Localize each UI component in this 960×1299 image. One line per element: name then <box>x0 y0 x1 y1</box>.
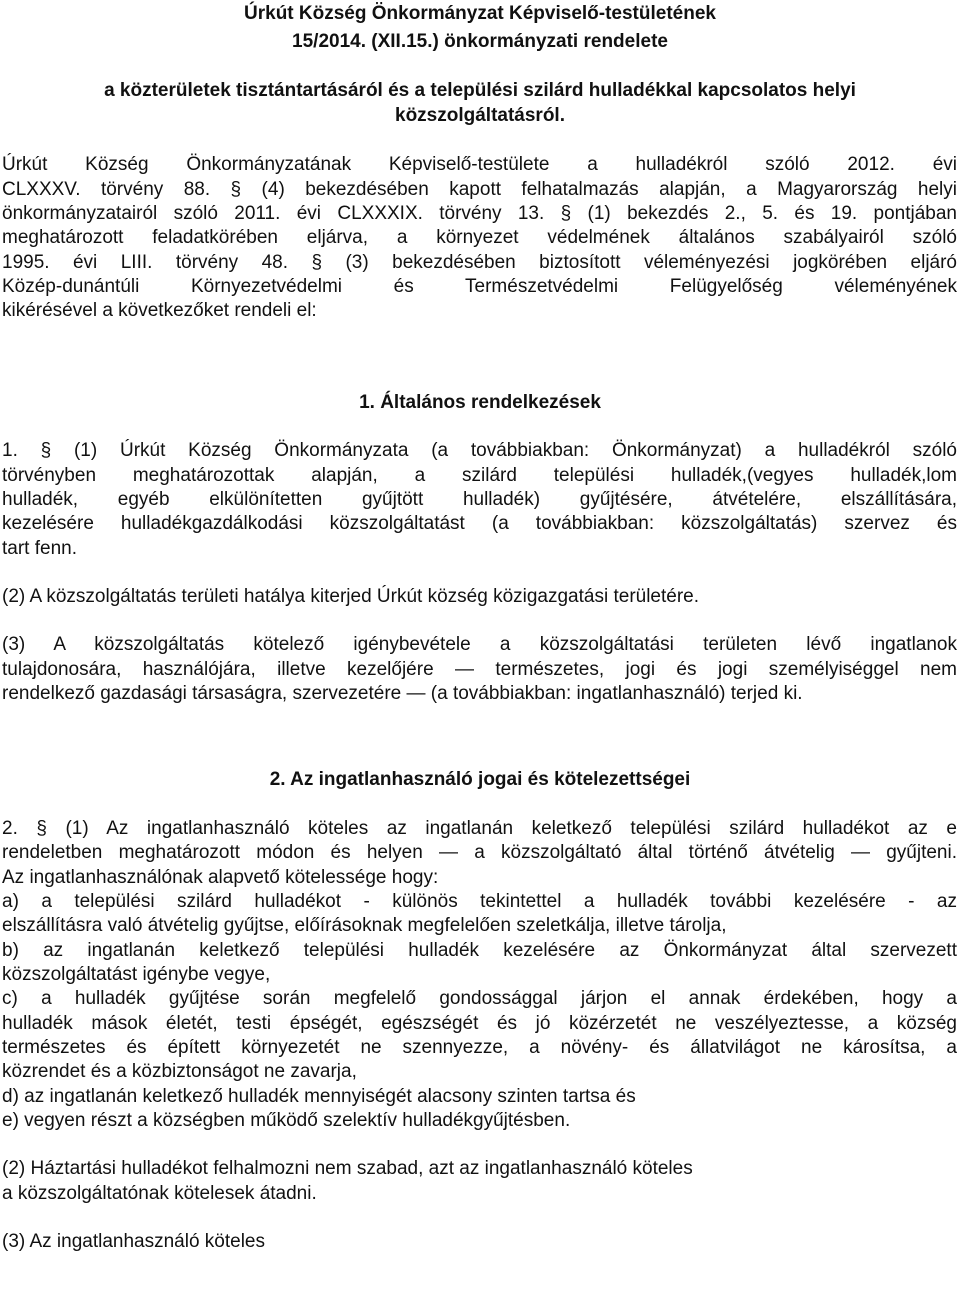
s2-p1-item-c-4: közrendet és a közbiztonságot ne zavarja, <box>2 1061 357 1082</box>
title-line-4: közszolgáltatásról. <box>395 105 565 126</box>
preamble-line-6: Közép-dunántúli Környezetvédelmi és Természetvédelmi Felügyelőség véleményének <box>2 276 957 297</box>
title-line-2: 15/2014. (XII.15.) önkormányzati rendelete <box>292 31 668 52</box>
s1-p1-line-1: 1. § (1) Úrkút Község Önkormányzata (a továbbiakban: Önkormányzat) a hulladékról szóló <box>2 440 957 461</box>
s2-p1-item-c-2: hulladék mások életét, testi épségét, egészségét és jó közérzetét ne veszélyeztesse, a község <box>2 1013 957 1034</box>
s2-p1-line-1: 2. § (1) Az ingatlanhasználó köteles az ingatlanán keletkező települési szilárd hulladékot az e <box>2 818 957 839</box>
s2-p1-item-b-2: közszolgáltatást igénybe vegye, <box>2 964 271 985</box>
s2-p1-item-c-1: c) a hulladék gyűjtése során megfelelő gondossággal járjon el annak érdekében, hogy a <box>2 988 957 1009</box>
s2-p1-item-b-1: b) az ingatlanán keletkező települési hulladék kezelésére az Önkormányzat által szervezett <box>2 940 957 961</box>
s2-p1-item-d: d) az ingatlanán keletkező hulladék mennyiségét alacsony szinten tartsa és <box>2 1086 636 1107</box>
s2-p1-item-e: e) vegyen részt a községben működő szelektív hulladékgyűjtésben. <box>2 1110 571 1131</box>
s1-p1-line-5: tart fenn. <box>2 538 77 559</box>
s2-p1-item-a-2: elszállításra való átvételig gyűjtse, előírásoknak megfelelően szeletkálja, illetve tárolja, <box>2 915 727 936</box>
title-line-1: Úrkút Község Önkormányzat Képviselő-testületének <box>244 3 716 24</box>
s2-p1-item-a-1: a) a települési szilárd hulladékot - különös tekintettel a hulladék további kezelésére - az <box>2 891 957 912</box>
section-2-heading: 2. Az ingatlanhasználó jogai és kötelezettségei <box>269 769 691 790</box>
s1-p3-line-2: tulajdonosára, használójára, illetve kezelőjére — természetes, jogi és jogi személyiséggel nem <box>2 659 957 680</box>
s2-p2-line-2: a közszolgáltatónak kötelesek átadni. <box>2 1183 317 1204</box>
s1-p1-line-2: törvényben meghatározottak alapján, a szilárd települési hulladék,(vegyes hulladék,lom <box>2 465 957 486</box>
preamble-line-4: meghatározott feladatkörében eljárva, a környezet védelmének általános szabályairól szóló <box>2 227 957 248</box>
preamble-line-1: Úrkút Község Önkormányzatának Képviselő-testülete a hulladékról szóló 2012. évi <box>2 154 957 175</box>
s2-p1-item-c-3: természetes és épített környezetét ne szennyezze, a növény- és állatvilágot ne károsítsa, a <box>2 1037 957 1058</box>
preamble-line-2: CLXXXV. törvény 88. § (4) bekezdésében kapott felhatalmazás alapján, a Magyarország helyi <box>2 179 957 200</box>
s1-p1-line-4: kezelésére hulladékgazdálkodási közszolgáltatást (a továbbiakban: közszolgáltatás) szervez és <box>2 513 957 534</box>
s2-p1-line-2: rendeletben meghatározott módon és helyen — a közszolgáltató által történő átvételig — gyűjteni. <box>2 842 957 863</box>
section-1-heading: 1. Általános rendelkezések <box>359 392 601 413</box>
s1-p1-line-3: hulladék, egyéb elkülönítetten gyűjtött hulladék) gyűjtésére, átvételére, elszállítására, <box>2 489 957 510</box>
preamble-line-7: kikérésével a következőket rendeli el: <box>2 300 317 321</box>
s1-p3-line-3: rendelkező gazdasági társaságra, szervezetére — (a továbbiakban: ingatlanhasználó) terjed ki. <box>2 683 803 704</box>
preamble-line-3: önkormányzatairól szóló 2011. évi CLXXXIX. törvény 13. § (1) bekezdés 2., 5. és 19. pontjában <box>2 203 957 224</box>
s1-p2: (2) A közszolgáltatás területi hatálya kiterjed Úrkút község közigazgatási területére. <box>2 586 700 607</box>
s2-p1-line-3: Az ingatlanhasználónak alapvető kötelessége hogy: <box>2 867 439 888</box>
s2-p3: (3) Az ingatlanhasználó köteles <box>2 1231 265 1252</box>
title-line-3: a közterületek tisztántartásáról és a települési szilárd hulladékkal kapcsolatos helyi <box>104 80 856 101</box>
s1-p3-line-1: (3) A közszolgáltatás kötelező igénybevétele a közszolgáltatási területen lévő ingatlanok <box>2 634 957 655</box>
s2-p2-line-1: (2) Háztartási hulladékot felhalmozni nem szabad, azt az ingatlanhasználó köteles <box>2 1158 693 1179</box>
preamble-line-5: 1995. évi LIII. törvény 48. § (3) bekezdésében biztosított véleményezési jogkörében eljáró <box>2 252 957 273</box>
